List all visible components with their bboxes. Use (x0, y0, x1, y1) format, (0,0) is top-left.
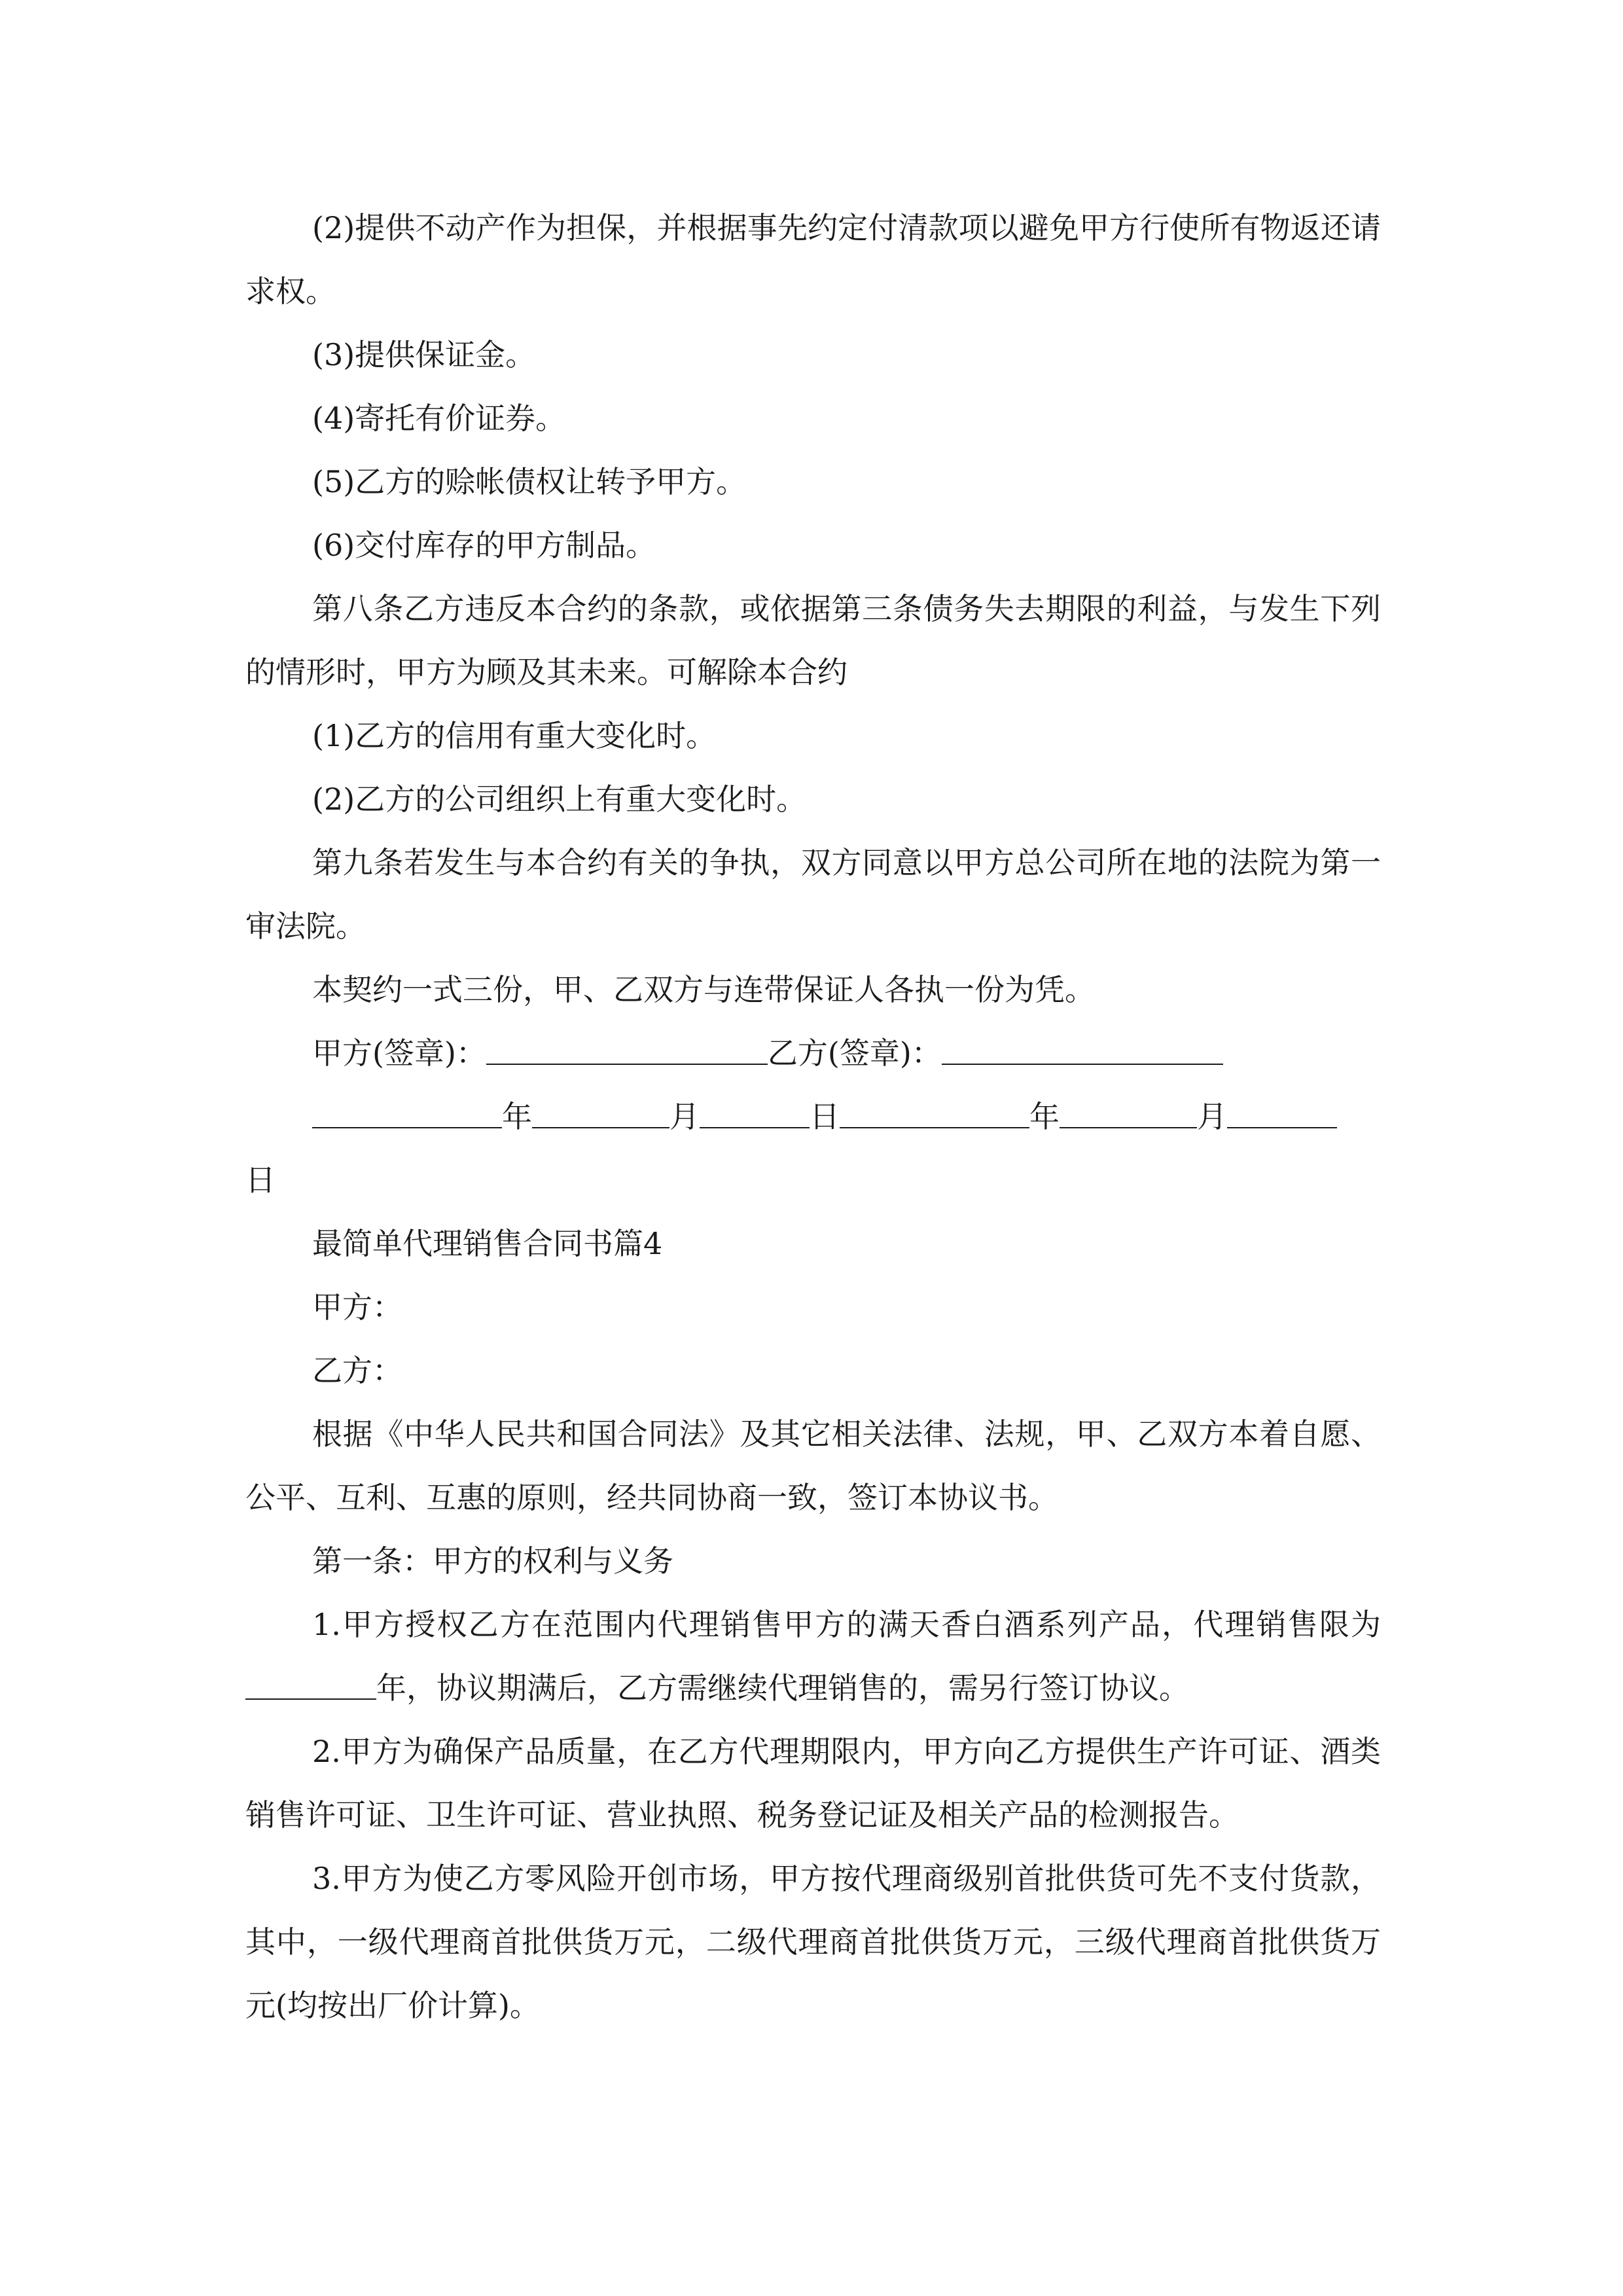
paragraph-article-9: 第九条若发生与本合约有关的争执，双方同意以甲方总公司所在地的法院为第一审法院。 (245, 845, 1381, 944)
article-1-title: 第一条：甲方的权利与义务 (312, 1543, 673, 1579)
date-a-day-label: 日 (810, 1099, 840, 1134)
paragraph-preamble: 根据《中华人民共和国合同法》及其它相关法律、法规，甲、乙双方本着自愿、公平、互利、互惠的原则，经共同协商一致，签订本协议书。 (245, 1416, 1381, 1515)
date-a-year-blank (312, 1097, 502, 1128)
paragraph-condition-2: (2)乙方的公司组织上有重大变化时。 (312, 781, 807, 817)
sign-a-blank (486, 1033, 768, 1065)
document-body (245, 196, 1381, 2037)
paragraph-article-8: 第八条乙方违反本合约的条款，或依据第三条债务失去期限的利益，与发生下列的情形时，甲方为顾及其未来。可解除本合约 (245, 591, 1381, 690)
sign-a-label: 甲方(签章)： (312, 1035, 486, 1071)
party-a-label: 甲方： (312, 1289, 402, 1325)
party-b-label: 乙方： (312, 1353, 402, 1388)
sign-b-label: 乙方(签章)： (767, 1035, 942, 1071)
date-a-year-label: 年 (502, 1099, 532, 1134)
date-b-month-label: 月 (1197, 1099, 1227, 1134)
item-1-text-after: 年，协议期满后，乙方需继续代理销售的，需另行签订协议。 (376, 1670, 1189, 1706)
sign-b-blank (942, 1033, 1223, 1065)
date-a-month-blank (532, 1097, 669, 1128)
article-1-item-1 (245, 1593, 1381, 1720)
paragraph-item-4: (4)寄托有价证券。 (312, 401, 566, 436)
signature-line (245, 1022, 1381, 1085)
date-b-day-label: 日 (245, 1162, 276, 1198)
paragraph-item-3: (3)提供保证金。 (312, 337, 536, 372)
date-b-month-blank (1060, 1097, 1197, 1128)
item-1-text-before: 1.甲方授权乙方在范围内代理销售甲方的满天香白酒系列产品，代理销售限为 (312, 1607, 1381, 1642)
article-1-item-2: 2.甲方为确保产品质量，在乙方代理期限内，甲方向乙方提供生产许可证、酒类销售许可证、卫生许可证、营业执照、税务登记证及相关产品的检测报告。 (245, 1734, 1381, 1833)
date-b-year-blank (840, 1097, 1029, 1128)
section-title: 最简单代理销售合同书篇4 (312, 1226, 663, 1261)
paragraph-item-6: (6)交付库存的甲方制品。 (312, 528, 656, 563)
date-line (245, 1085, 1381, 1149)
paragraph-copies: 本契约一式三份，甲、乙双方与连带保证人各执一份为凭。 (312, 972, 1095, 1007)
paragraph-item-5: (5)乙方的赊帐债权让转予甲方。 (312, 464, 747, 499)
date-b-year-label: 年 (1029, 1099, 1060, 1134)
date-a-day-blank (700, 1097, 810, 1128)
article-1-item-3: 3.甲方为使乙方零风险开创市场，甲方按代理商级别首批供货可先不支付货款，其中，一级代理商首批供货万元，二级代理商首批供货万元，三级代理商首批供货万元(均按出厂价计算)。 (245, 1861, 1381, 2023)
paragraph-condition-1: (1)乙方的信用有重大变化时。 (312, 718, 717, 753)
date-b-day-blank (1227, 1097, 1337, 1128)
paragraph-item-2-guarantee: (2)提供不动产作为担保，并根据事先约定付清款项以避免甲方行使所有物返还请求权。 (245, 210, 1381, 309)
agency-term-blank (245, 1668, 376, 1700)
date-a-month-label: 月 (669, 1099, 700, 1134)
